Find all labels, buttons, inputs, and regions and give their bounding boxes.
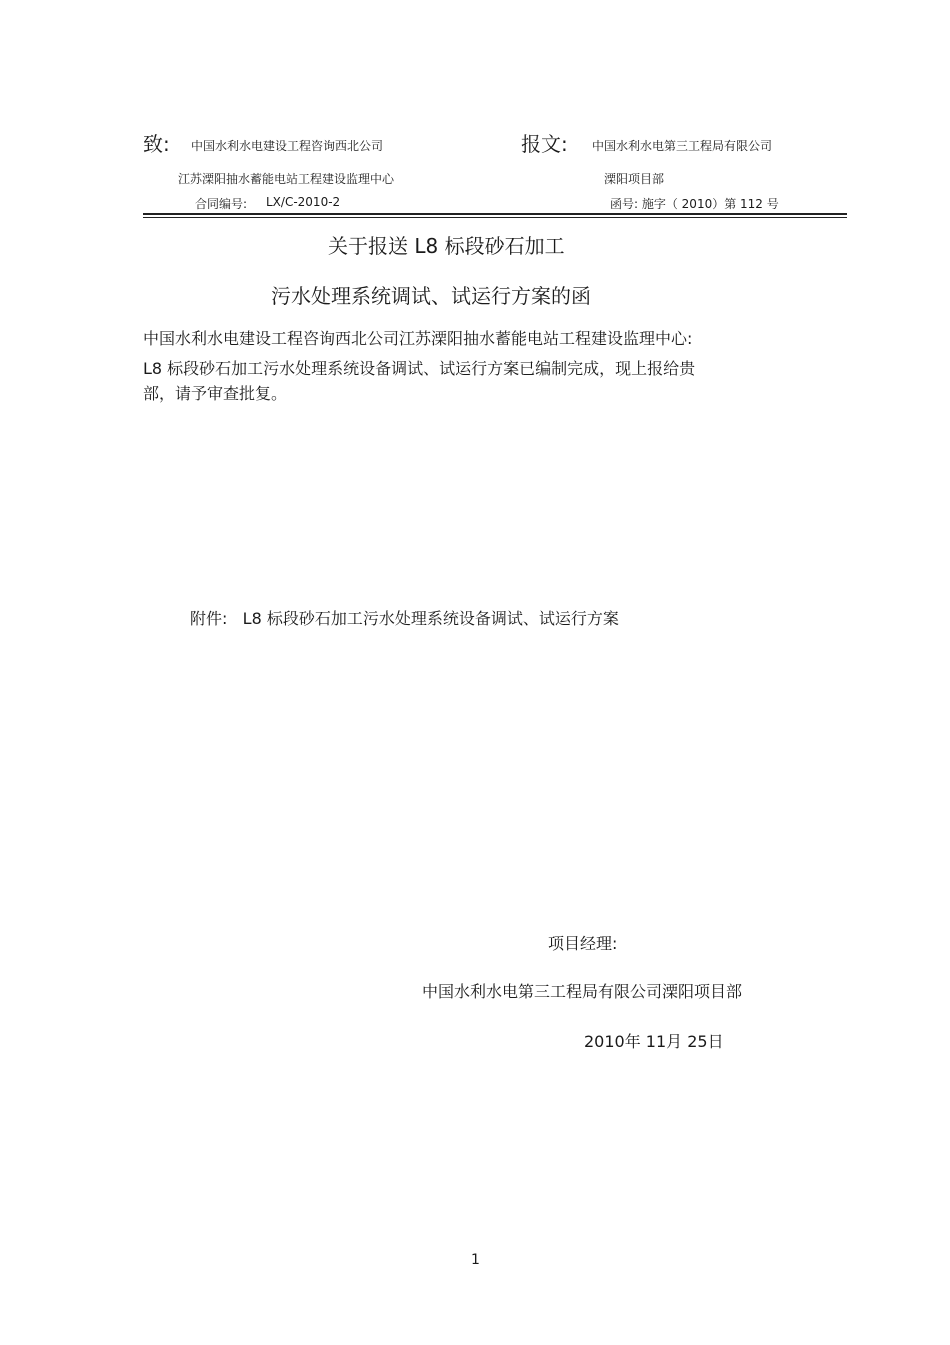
header-divider-thin xyxy=(143,217,847,218)
contract-label: 合同编号: xyxy=(195,197,248,211)
body-paragraph-line2: 部，请予审查批复。 xyxy=(143,384,288,403)
letter-number: 函号: 施字（ 2010）第 112 号 xyxy=(610,197,779,211)
attachment-line: 附件: L8 标段砂石加工污水处理系统设备调试、试运行方案 xyxy=(190,609,619,628)
project-manager-label: 项目经理: xyxy=(548,934,618,953)
from-label: 报文: xyxy=(521,132,568,156)
to-recipient-line2: 江苏溧阳抽水蓄能电站工程建设监理中心 xyxy=(178,172,395,186)
from-sender-line2: 溧阳项目部 xyxy=(604,172,665,186)
letter-date: 2010年 11月 25日 xyxy=(584,1032,724,1051)
to-label: 致: xyxy=(143,132,170,156)
signing-company: 中国水利水电第三工程局有限公司溧阳项目部 xyxy=(422,982,743,1001)
title-line1: 关于报送 L8 标段砂石加工 xyxy=(328,234,565,258)
to-recipient-line1: 中国水利水电建设工程咨询西北公司 xyxy=(191,139,384,153)
header-divider-thick xyxy=(143,213,847,215)
page-number: 1 xyxy=(471,1252,480,1268)
salutation: 中国水利水电建设工程咨询西北公司江苏溧阳抽水蓄能电站工程建设监理中心: xyxy=(143,329,693,348)
contract-number: LX/C-2010-2 xyxy=(266,195,341,209)
from-sender-line1: 中国水利水电第三工程局有限公司 xyxy=(592,139,773,153)
body-paragraph-line1: L8 标段砂石加工污水处理系统设备调试、试运行方案已编制完成，现上报给贵 xyxy=(143,359,696,378)
title-line2: 污水处理系统调试、试运行方案的函 xyxy=(271,284,591,308)
